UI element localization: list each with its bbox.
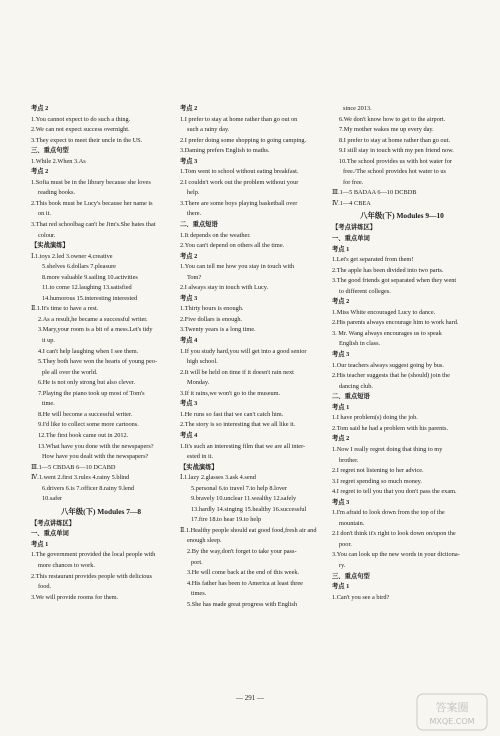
text-line: 2.Tom said he had a problem with his parents. bbox=[332, 424, 449, 432]
text-line: 3.The good friends got separated when they went bbox=[332, 277, 457, 285]
text-line: poor. bbox=[339, 540, 352, 548]
text-line: high school. bbox=[187, 358, 218, 366]
text-line: 2.The story is so interesting that we all like it. bbox=[180, 421, 296, 429]
text-line: since 2013. bbox=[343, 105, 372, 112]
text-line: ested in it. bbox=[187, 453, 214, 461]
text-line: times. bbox=[191, 590, 207, 598]
text-line: 1.I'm afraid to look down from the top of the bbox=[332, 509, 445, 517]
text-line: 2.We can not expect success overnight. bbox=[31, 126, 130, 134]
text-line: dancing club. bbox=[339, 382, 373, 390]
subheading: 考点 2 bbox=[332, 298, 350, 306]
text-line: 5.She has made great progress with English bbox=[187, 600, 297, 608]
text-line: 7.My mother wakes me up every day. bbox=[339, 126, 434, 134]
text-line: 3.There are some boys playing basketball over bbox=[180, 199, 298, 207]
subheading: 考点 3 bbox=[332, 351, 350, 359]
text-line: 17.fire 18.to hear 19.to help bbox=[191, 516, 262, 524]
text-line: 2.The apple has been divided into two parts. bbox=[332, 266, 444, 274]
text-line: 8.I prefer to stay at home rather than go out. bbox=[339, 136, 451, 144]
middle-column bbox=[180, 104, 330, 610]
text-line: 1.He runs so fast that we can't catch him. bbox=[180, 410, 284, 418]
text-line: 1.Thirty hours is enough. bbox=[180, 305, 244, 313]
text-line: 6.drivers 6.is 7.officer 8.rainy 9.lend bbox=[42, 484, 135, 492]
text-line: 1.While 2.When 3.As bbox=[31, 157, 86, 165]
subheading: 考点 4 bbox=[180, 337, 198, 345]
text-line: such a rainy day. bbox=[187, 126, 230, 134]
text-line: reading books. bbox=[38, 189, 76, 197]
subheading: 二、重点短语 bbox=[180, 221, 218, 229]
text-line: 1.The government provided the local people with bbox=[31, 551, 156, 559]
text-line: 2.This book must be Lucy's because her name is bbox=[31, 199, 153, 207]
text-line: 4.I can't help laughing when I see them. bbox=[38, 347, 139, 355]
text-line: 3.If it rains,we won't go to the museum. bbox=[180, 389, 281, 397]
text-line: to different colleges. bbox=[339, 287, 391, 295]
text-line: free./The school provides hot water to us bbox=[343, 168, 446, 176]
subheading: 【实战演练】 bbox=[180, 463, 218, 471]
text-line: Ⅳ.1—4 CBEA bbox=[332, 199, 371, 207]
subheading: 考点 4 bbox=[180, 431, 198, 439]
text-line: 2.Five dollars is enough. bbox=[180, 315, 243, 323]
text-line: 6.He is not only strong but also clever. bbox=[38, 379, 136, 387]
subheading: 考点 2 bbox=[31, 168, 49, 176]
text-line: Ⅱ.1.Healthy people should eat good food,fresh air and bbox=[180, 526, 317, 534]
text-line: 9.I'd like to collect some more cartoons. bbox=[38, 421, 139, 429]
subheading: 【考点讲练区】 bbox=[31, 519, 76, 527]
text-line: help. bbox=[187, 189, 200, 197]
text-line: How have you dealt with the newspapers? bbox=[42, 453, 149, 461]
subheading: 三、重点句型 bbox=[332, 572, 370, 580]
subheading: 考点 1 bbox=[332, 583, 350, 591]
text-line: for free. bbox=[343, 178, 364, 186]
text-line: 2.By the way,don't forget to take your pass- bbox=[187, 547, 297, 555]
text-line: 8.He will become a successful writer. bbox=[38, 410, 133, 418]
text-line: 5.They both have won the hearts of young peo- bbox=[38, 358, 158, 366]
text-line: 1.You can tell me how you stay in touch with bbox=[180, 263, 295, 271]
text-line: 2.I don't think it's right to look down on/upon the bbox=[332, 530, 456, 538]
text-line: 7.Playing the piano took up most of Tom's bbox=[38, 389, 145, 397]
text-line: 3.Daming prefers English to maths. bbox=[180, 147, 270, 155]
text-line: 1.Miss White encouraged Lucy to dance. bbox=[332, 308, 436, 316]
text-line: 3.Mary,your room is a bit of a mess.Let's tidy bbox=[38, 326, 153, 334]
text-line: Ⅲ.1—5 CBDAB 6—10 DCABD bbox=[31, 463, 116, 471]
text-line: 10.safer bbox=[42, 495, 63, 503]
text-line: 1.It depends on the weather. bbox=[180, 231, 251, 239]
text-line: 3.He will come back at the end of this week. bbox=[187, 569, 300, 577]
text-line: 6.We don't know how to get to the airport. bbox=[339, 115, 446, 123]
text-line: 10.The school provides us with hot water for bbox=[339, 157, 452, 165]
right-column bbox=[332, 104, 472, 603]
text-line: 13.What have you done with the newspapers? bbox=[38, 442, 154, 450]
text-line: ry. bbox=[339, 561, 346, 569]
subheading: 考点 1 bbox=[31, 540, 49, 548]
text-line: 3.I regret spending so much money. bbox=[332, 477, 423, 485]
text-line: 1.You cannot expect to do such a thing. bbox=[31, 115, 131, 123]
subheading: 一、重点单词 bbox=[332, 235, 370, 243]
text-line: 2.His parents always encourage him to work hard. bbox=[332, 319, 459, 327]
text-line: English in class. bbox=[339, 340, 381, 348]
text-line: 3.We will provide rooms for them. bbox=[31, 593, 119, 601]
svg-text:MXQE.COM: MXQE.COM bbox=[429, 717, 475, 726]
subheading: 考点 1 bbox=[332, 245, 350, 253]
subheading: 【实战演练】 bbox=[31, 242, 69, 250]
text-line: 1.Our teachers always suggest going by bus. bbox=[332, 361, 444, 369]
left-column bbox=[31, 104, 171, 603]
text-line: enough sleep. bbox=[187, 537, 222, 545]
text-line: 5.shelves 6.dollars 7.pleasure bbox=[42, 263, 116, 271]
text-line: brother. bbox=[339, 456, 359, 464]
subheading: 三、重点句型 bbox=[31, 147, 69, 155]
text-line: 2.It will be held on time if it doesn't rain next bbox=[180, 368, 294, 376]
page-number: — 291 — bbox=[236, 694, 264, 702]
subheading: 考点 3 bbox=[180, 157, 198, 165]
text-line: Ⅰ.1.toys 2.led 3.owner 4.creative bbox=[31, 252, 113, 260]
subheading: 考点 2 bbox=[180, 252, 198, 260]
subheading: 一、重点单词 bbox=[31, 530, 69, 538]
text-line: 12.The first book came out in 2012. bbox=[38, 431, 129, 439]
text-line: 1.Tom went to school without eating breakfast. bbox=[180, 168, 299, 176]
text-line: 2.You can't depend on others all the time. bbox=[180, 242, 285, 250]
text-line: 13.hardly 14.singing 15.healthy 16.successful bbox=[191, 505, 307, 513]
text-line: 2.I always stay in touch with Lucy. bbox=[180, 284, 269, 292]
text-line: 3.They expect to meet their uncle in the US. bbox=[31, 136, 143, 144]
text-line: 2.I prefer doing some shopping to going camping. bbox=[180, 136, 307, 144]
subheading: 考点 3 bbox=[332, 498, 350, 506]
subheading: 考点 2 bbox=[332, 435, 350, 443]
text-line: ple all over the world. bbox=[42, 368, 98, 376]
text-line: 4.I regret to tell you that you don't pass the exam. bbox=[332, 488, 457, 496]
text-line: Ⅱ.1.It's time to have a rest. bbox=[31, 305, 99, 313]
text-line: 1.I prefer to stay at home rather than go out on bbox=[180, 115, 298, 123]
subheading: 【考点讲练区】 bbox=[332, 224, 377, 232]
svg-text:答案圈: 答案圈 bbox=[435, 701, 469, 714]
subheading: 考点 3 bbox=[180, 294, 198, 302]
text-line: more chances to work. bbox=[38, 561, 96, 569]
text-line: 9.bravely 10.unclear 11.wealthy 12.safely bbox=[191, 495, 297, 503]
subheading: 考点 1 bbox=[332, 403, 350, 411]
text-line: port. bbox=[191, 558, 203, 566]
text-line: 3.That red schoolbag can't be Jim's.She hates that bbox=[31, 221, 156, 229]
text-line: 9.I still stay in touch with my pen friend now. bbox=[339, 147, 454, 155]
subheading: 考点 2 bbox=[31, 105, 49, 112]
text-line: 2.I couldn't work out the problem without your bbox=[180, 178, 299, 186]
text-line: 4.His father has been to America at least three bbox=[187, 579, 303, 587]
text-line: 8.more valuable 9.sailing 10.activities bbox=[42, 273, 138, 281]
text-line: 1.I have problem(s) doing the job. bbox=[332, 414, 418, 422]
text-line: Ⅲ.1—5 BADAA 6—10 DCBDB bbox=[332, 189, 417, 197]
text-line: 14.humorous 15.interesting interested bbox=[42, 294, 138, 302]
text-line: 1.It's such an interesting film that we are all inter- bbox=[180, 442, 306, 450]
text-line: 2.As a result,he became a successful writer. bbox=[38, 315, 148, 323]
text-line: 11.to come 12.laughing 13.satisfied bbox=[42, 284, 132, 292]
subheading: 二、重点短语 bbox=[332, 393, 370, 401]
text-line: 1.Can't you see a bird? bbox=[332, 593, 390, 601]
text-line: 3.Twenty years is a long time. bbox=[180, 326, 256, 334]
text-line: 3.You can look up the new words in your dictiona- bbox=[332, 551, 460, 559]
text-line: Ⅰ.1.lazy 2.glasses 3.ask 4.send bbox=[180, 474, 256, 482]
text-line: 2.I regret not listening to her advice. bbox=[332, 467, 424, 475]
text-line: Monday. bbox=[187, 379, 210, 387]
text-line: colour. bbox=[38, 231, 56, 239]
text-line: 3. Mr. Wang always encourages us to speak bbox=[332, 329, 442, 337]
text-line: time. bbox=[42, 400, 55, 408]
text-line: 1.Sofia must be in the library because she loves bbox=[31, 178, 151, 186]
text-line: there. bbox=[187, 210, 202, 218]
subheading: 考点 2 bbox=[180, 105, 198, 112]
subheading: 考点 3 bbox=[180, 400, 198, 408]
text-line: 1.Now I really regret doing that thing to my bbox=[332, 445, 443, 453]
text-line: 2.This restaurant provides people with delicious bbox=[31, 572, 153, 580]
section-heading: 八年级(下) Modules 9—10 bbox=[360, 211, 444, 221]
text-line: Ⅳ.1.went 2.first 3.rules 4.rainy 5.blind bbox=[31, 474, 130, 482]
watermark-logo bbox=[416, 692, 488, 732]
text-line: 1.If you study hard,you will get into a good senior bbox=[180, 347, 307, 355]
text-line: food. bbox=[38, 583, 52, 591]
section-heading: 八年级(下) Modules 7—8 bbox=[60, 506, 142, 516]
text-line: 1.Let's get separated from them! bbox=[332, 256, 414, 264]
text-line: 5.personal 6.to travel 7.to help 8.lover bbox=[191, 484, 288, 492]
text-line: Tom? bbox=[187, 273, 202, 281]
text-line: 2.His teacher suggests that he (should) join the bbox=[332, 372, 450, 380]
text-line: it up. bbox=[42, 337, 55, 345]
text-line: mountain. bbox=[339, 519, 365, 527]
text-line: on it. bbox=[38, 210, 51, 218]
